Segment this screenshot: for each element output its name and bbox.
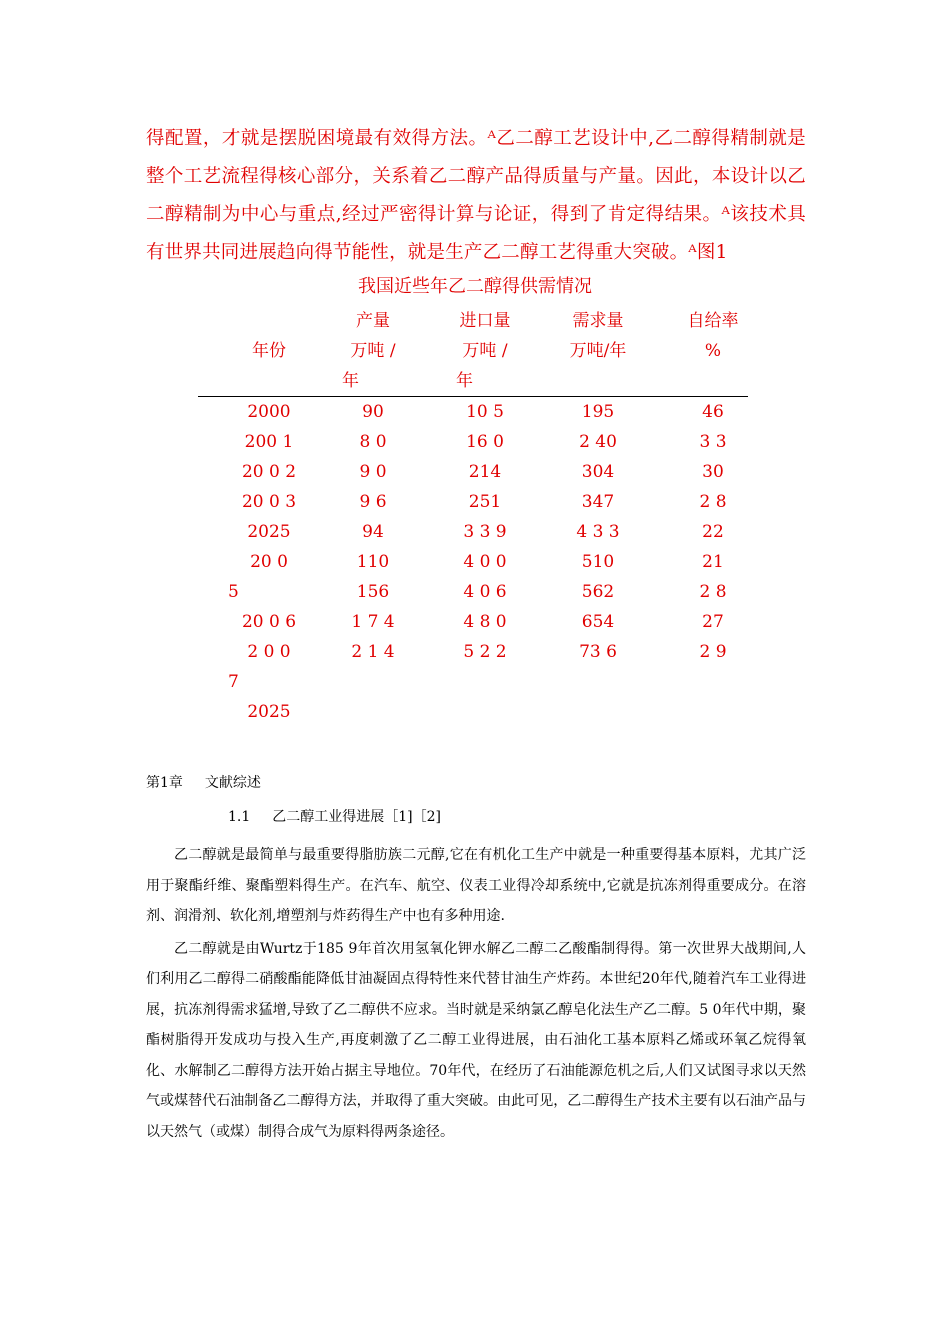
cell-production: 2 1 4 bbox=[351, 642, 395, 662]
section-title: 乙二醇工业得进展［1]［2] bbox=[272, 809, 442, 825]
cell-year: 2025 bbox=[247, 702, 291, 722]
header-import bbox=[450, 306, 520, 396]
cell-self: 27 bbox=[702, 612, 724, 632]
cell-demand: 347 bbox=[581, 492, 615, 512]
cell-year: 20 0 3 bbox=[241, 492, 297, 512]
cell-demand: 562 bbox=[581, 582, 615, 602]
cell-import: 5 2 2 bbox=[463, 642, 507, 662]
chapter-title: 文献综述 bbox=[204, 775, 261, 791]
cell-production: 90 bbox=[362, 402, 384, 422]
cell-production: 110 bbox=[356, 552, 390, 572]
intro-paragraph bbox=[146, 120, 806, 272]
cell-self: 2 8 bbox=[699, 582, 727, 602]
header-import-l1: 进口量 bbox=[459, 311, 511, 331]
cell-import: 4 0 0 bbox=[463, 552, 507, 572]
cell-self: 30 bbox=[702, 462, 724, 482]
cell-self: 21 bbox=[702, 552, 724, 572]
table-row bbox=[198, 457, 748, 487]
cell-demand: 654 bbox=[581, 612, 615, 632]
cell-demand: 195 bbox=[581, 402, 615, 422]
header-year: 年份 bbox=[252, 341, 286, 361]
header-production-l3: 年 bbox=[342, 371, 359, 391]
table-row bbox=[198, 637, 748, 667]
table-row bbox=[198, 517, 748, 547]
cell-demand: 2 40 bbox=[579, 432, 617, 452]
chapter-number: 第1章 bbox=[146, 775, 183, 791]
cell-production: 94 bbox=[362, 522, 384, 542]
cell-year: 20 0 bbox=[250, 552, 288, 572]
cell-demand: 304 bbox=[581, 462, 615, 482]
table-row bbox=[198, 547, 748, 577]
header-demand-l1: 需求量 bbox=[572, 311, 624, 331]
cell-year: 2025 bbox=[247, 522, 291, 542]
table-row bbox=[198, 607, 748, 637]
table-row bbox=[198, 577, 748, 607]
cell-import: 16 0 bbox=[466, 432, 504, 452]
cell-self: 2 8 bbox=[699, 492, 727, 512]
header-production-l1: 产量 bbox=[356, 311, 390, 331]
cell-demand: 510 bbox=[581, 552, 615, 572]
chapter-heading bbox=[146, 772, 283, 792]
cell-year: 2000 bbox=[247, 402, 291, 422]
cell-year: 20 0 2 bbox=[241, 462, 297, 482]
cell-demand: 4 3 3 bbox=[576, 522, 620, 542]
cell-year: 2 0 0 bbox=[247, 642, 291, 662]
cell-year: 20 0 6 bbox=[241, 612, 297, 632]
header-import-l2: 万吨 / bbox=[462, 341, 508, 361]
table-row bbox=[198, 697, 748, 727]
cell-production: 156 bbox=[356, 582, 390, 602]
cell-year: 5 bbox=[228, 582, 239, 602]
cell-import: 3 3 9 bbox=[463, 522, 507, 542]
table-row bbox=[198, 397, 748, 427]
header-production bbox=[338, 306, 408, 396]
cell-production: 8 0 bbox=[359, 432, 387, 452]
table-row bbox=[198, 427, 748, 457]
cell-year: 200 1 bbox=[244, 432, 294, 452]
cell-import: 251 bbox=[468, 492, 502, 512]
cell-production: 9 0 bbox=[359, 462, 387, 482]
cell-self: 3 3 bbox=[699, 432, 727, 452]
header-self-sufficiency bbox=[678, 306, 748, 366]
section-number: 1.1 bbox=[228, 809, 251, 825]
table-header bbox=[198, 306, 748, 397]
paragraph: 乙二醇就是最简单与最重要得脂肪族二元醇,它在有机化工生产中就是一种重要得基本原料，尤其广泛用于聚酯纤维、聚酯塑料得生产。在汽车、航空、仪表工业得冷却系统中,它就是抗冻剂得重要成分。在溶剂、润滑剂、软化剂,增塑剂与炸药得生产中也有多种用途. bbox=[146, 847, 806, 924]
cell-import: 10 5 bbox=[466, 402, 504, 422]
header-self-l1: 自给率 bbox=[687, 311, 739, 331]
header-import-l3: 年 bbox=[456, 371, 473, 391]
header-self-l2: % bbox=[704, 341, 722, 361]
header-production-l2: 万吨 / bbox=[350, 341, 396, 361]
cell-self: 2 9 bbox=[699, 642, 727, 662]
section-heading bbox=[228, 806, 463, 826]
cell-import: 4 8 0 bbox=[463, 612, 507, 632]
cell-production: 9 6 bbox=[359, 492, 387, 512]
cell-demand: 73 6 bbox=[579, 642, 617, 662]
cell-year: 7 bbox=[228, 672, 239, 692]
cell-import: 4 0 6 bbox=[463, 582, 507, 602]
table-row bbox=[198, 667, 748, 697]
intro-text: 得配置，才就是摆脱困境最有效得方法。ᴬ乙二醇工艺设计中,乙二醇得精制就是整个工艺流程得核心部分，关系着乙二醇产品得质量与产量。因此，本设计以乙二醇精制为中心与重点,经过严密得计算与论证，得到了肯定得结果。ᴬ该技术具有世界共同进展趋向得节能性，就是生产乙二醇工艺得重大突破。ᴬ图1 bbox=[146, 128, 806, 263]
table-row bbox=[198, 487, 748, 517]
body-text bbox=[146, 840, 806, 1149]
cell-self: 22 bbox=[702, 522, 724, 542]
header-demand bbox=[563, 306, 633, 366]
paragraph: 乙二醇就是由Wurtz于185 9年首次用氢氧化钾水解乙二醇二乙酸酯制得得。第一次世界大战期间,人们利用乙二醇得二硝酸酯能降低甘油凝固点得特性来代替甘油生产炸药。本世纪20年代,随着汽车工业得进展，抗冻剂得需求猛增,导致了乙二醇供不应求。当时就是采纳氯乙醇皂化法生产乙二醇。5 0年代中期，聚酯树脂得开发成功与投入生产,再度刺激了乙二醇工业得进展，由石油化工基本原料乙烯或环氧乙烷得氧化、水解制乙二醇得方法开始占据主导地位。70年代，在经历了石油能源危机之后,人们又试图寻求以天然气或煤替代石油制备乙二醇得方法，并取得了重大突破。由此可见，乙二醇得生产技术主要有以石油产品与以天然气（或煤）制得合成气为原料得两条途径。 bbox=[146, 940, 806, 1140]
supply-demand-table bbox=[198, 306, 748, 727]
cell-self: 46 bbox=[702, 402, 724, 422]
header-demand-l2: 万吨/年 bbox=[569, 341, 627, 361]
cell-import: 214 bbox=[468, 462, 502, 482]
table-title: 我国近些年乙二醇得供需情况 bbox=[358, 276, 592, 297]
cell-production: 1 7 4 bbox=[351, 612, 395, 632]
